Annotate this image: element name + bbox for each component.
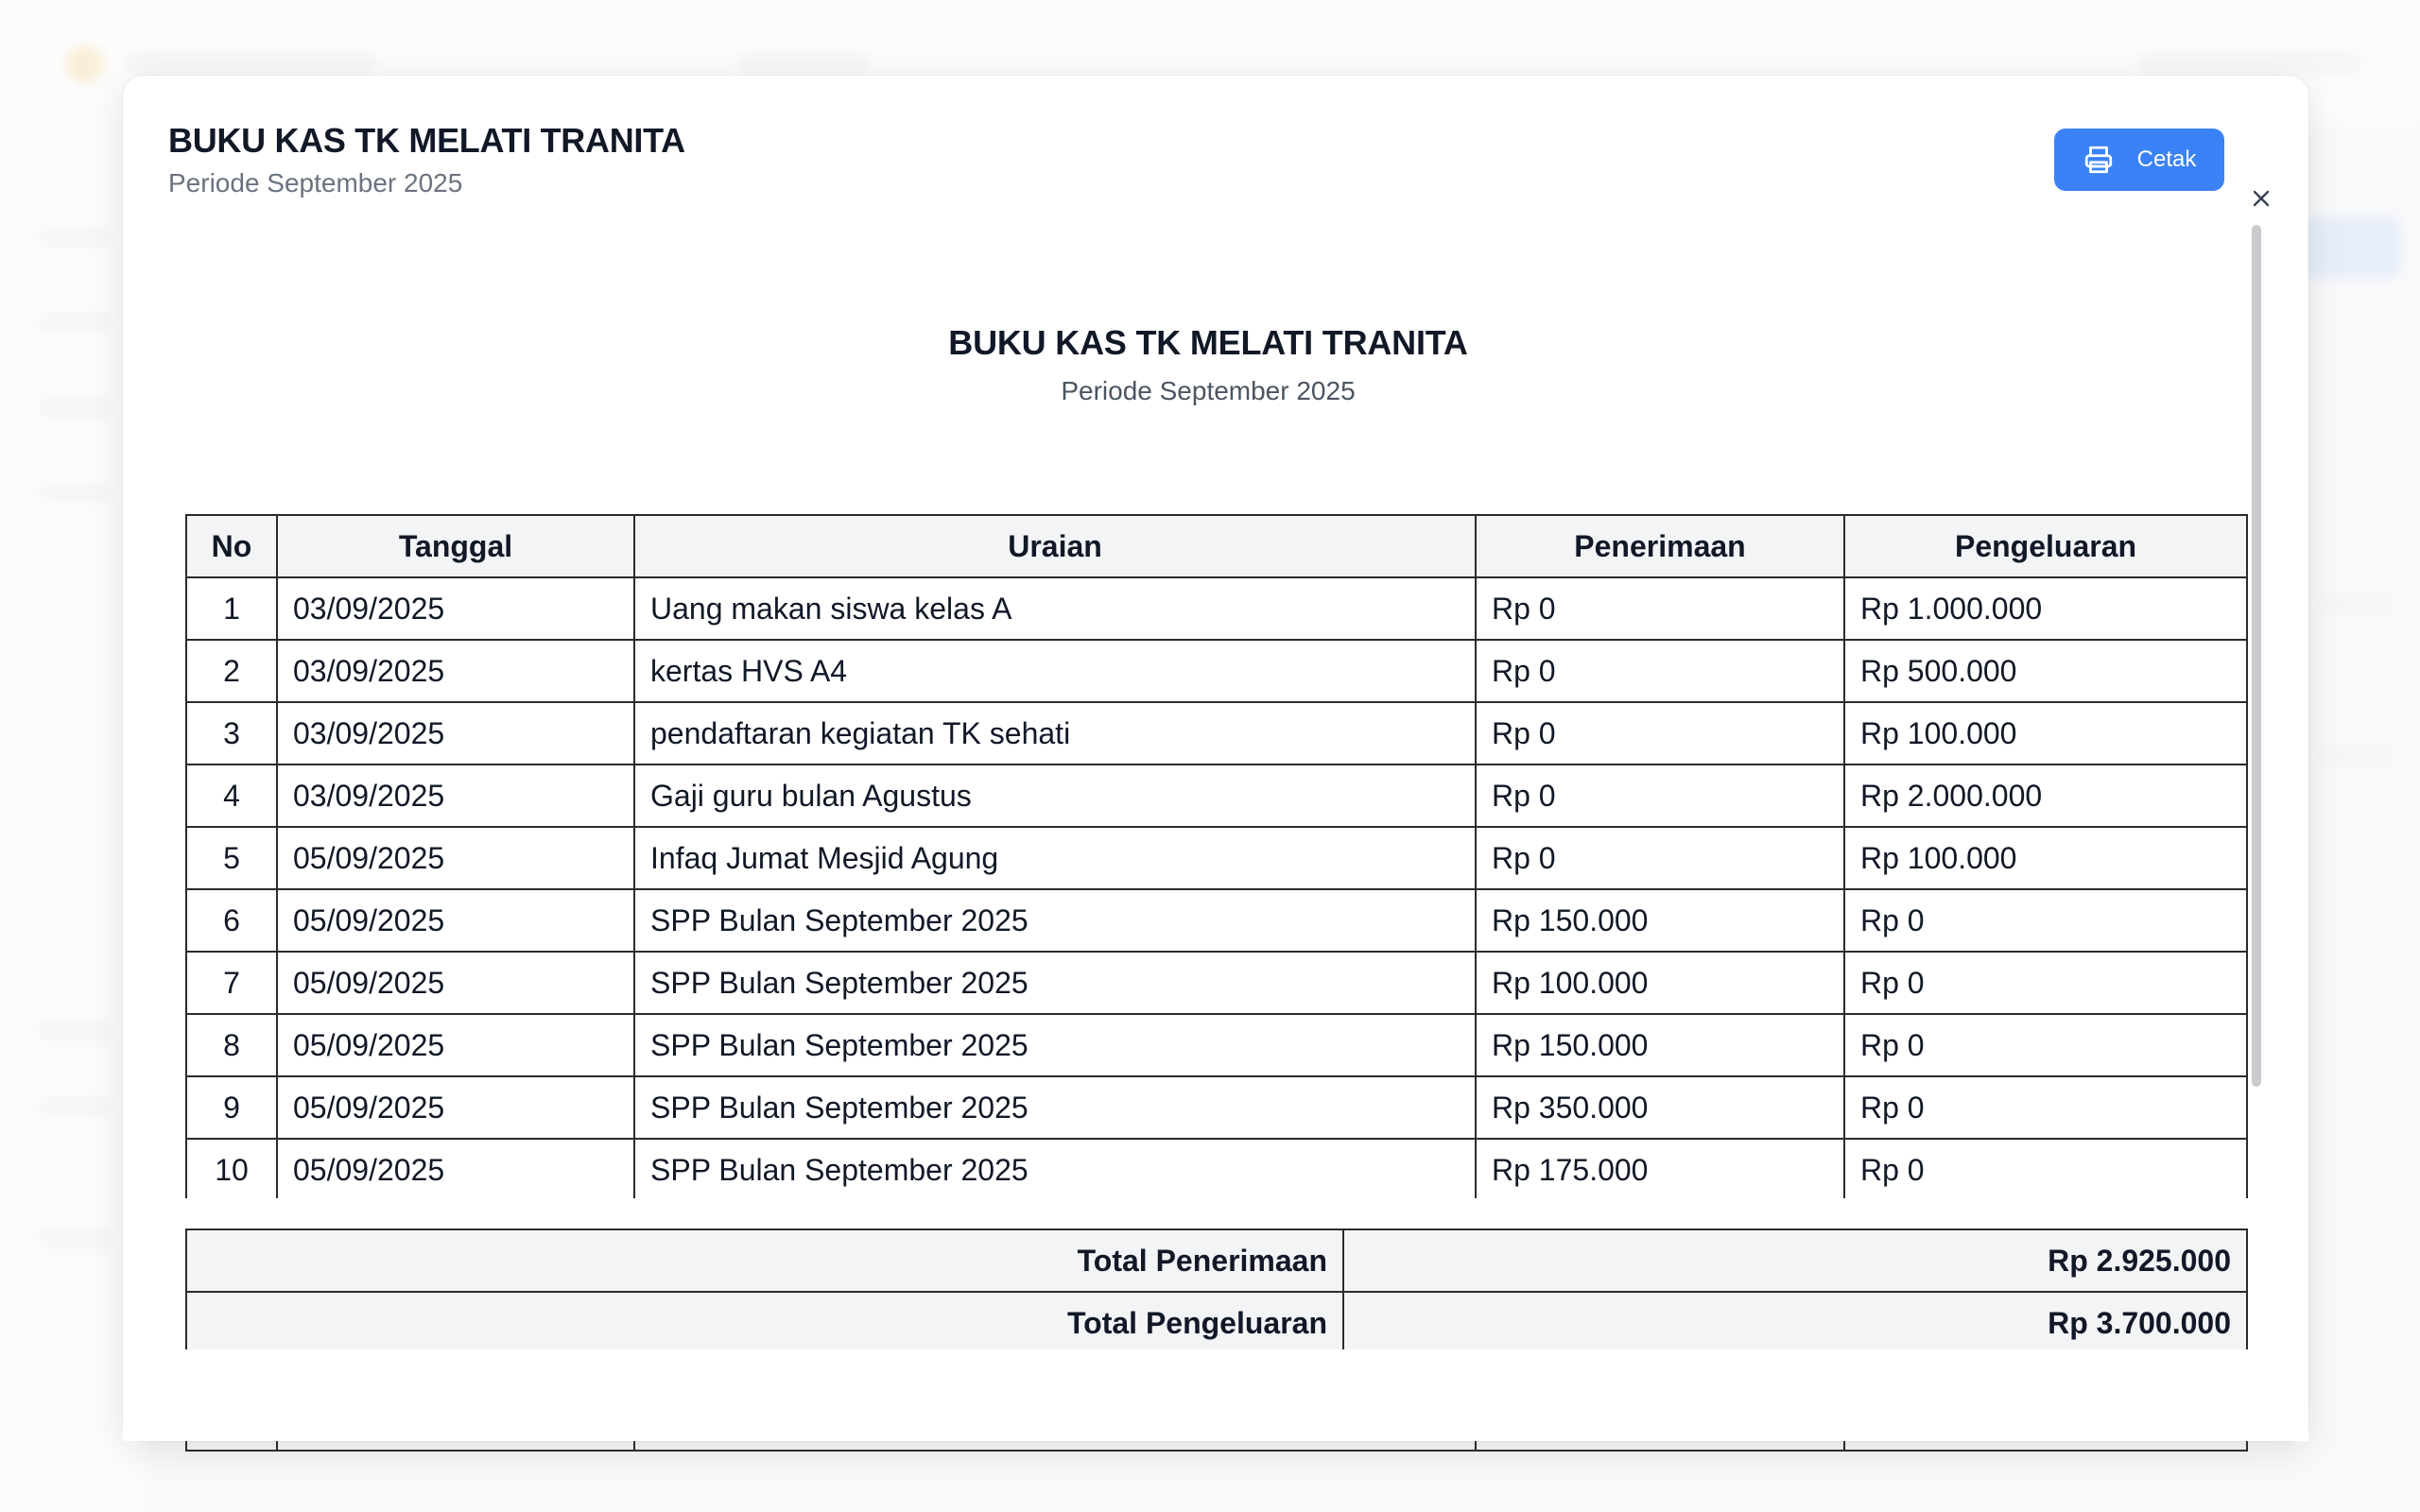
cell-description: Infaq Jumat Mesjid Agung bbox=[634, 827, 1476, 889]
cell-date: 05/09/2025 bbox=[277, 1076, 634, 1139]
cell-description: SPP Bulan September 2025 bbox=[634, 1139, 1476, 1201]
scrollbar[interactable] bbox=[2252, 225, 2261, 1087]
column-header-date: Tanggal bbox=[277, 515, 634, 577]
cell-expense: Rp 1.000.000 bbox=[1844, 577, 2247, 640]
table-row bbox=[186, 765, 2247, 827]
cell-date: 03/09/2025 bbox=[277, 702, 634, 765]
cell-no: 8 bbox=[186, 1014, 277, 1076]
table-row bbox=[186, 577, 2247, 640]
table-row bbox=[186, 952, 2247, 1014]
print-button[interactable] bbox=[2054, 129, 2224, 191]
cell-expense: Rp 500.000 bbox=[1844, 640, 2247, 702]
cell-no: 4 bbox=[186, 765, 277, 827]
cell-description: SPP Bulan September 2025 bbox=[634, 889, 1476, 952]
cell-expense: Rp 0 bbox=[1844, 889, 2247, 952]
printer-icon bbox=[2083, 144, 2115, 176]
column-header-no: No bbox=[186, 515, 277, 577]
cell-expense: Rp 0 bbox=[1844, 1139, 2247, 1201]
totals-table bbox=[185, 1228, 2248, 1355]
total-expense-value: Rp 3.700.000 bbox=[1343, 1292, 2247, 1354]
column-header-description: Uraian bbox=[634, 515, 1476, 577]
table-row bbox=[186, 827, 2247, 889]
cell-no: 2 bbox=[186, 640, 277, 702]
total-income-value: Rp 2.925.000 bbox=[1343, 1229, 2247, 1292]
cell-income: Rp 0 bbox=[1476, 577, 1844, 640]
table-row bbox=[186, 1139, 2247, 1201]
report-header bbox=[168, 225, 2248, 406]
cell-income: Rp 150.000 bbox=[1476, 1014, 1844, 1076]
cell-date: 03/09/2025 bbox=[277, 577, 634, 640]
cell-date: 05/09/2025 bbox=[277, 889, 634, 952]
cell-no: 6 bbox=[186, 889, 277, 952]
cell-no: 9 bbox=[186, 1076, 277, 1139]
table-row bbox=[186, 1014, 2247, 1076]
modal-footer-mask bbox=[123, 1349, 2308, 1441]
column-header-income: Penerimaan bbox=[1476, 515, 1844, 577]
cell-expense: Rp 0 bbox=[1844, 952, 2247, 1014]
cell-expense: Rp 100.000 bbox=[1844, 702, 2247, 765]
table-row bbox=[186, 889, 2247, 952]
table-row bbox=[186, 1076, 2247, 1139]
cell-description: SPP Bulan September 2025 bbox=[634, 952, 1476, 1014]
cell-description: pendaftaran kegiatan TK sehati bbox=[634, 702, 1476, 765]
cell-date: 05/09/2025 bbox=[277, 1014, 634, 1076]
cell-income: Rp 100.000 bbox=[1476, 952, 1844, 1014]
modal-header bbox=[168, 121, 685, 198]
cell-expense: Rp 0 bbox=[1844, 1076, 2247, 1139]
cell-description: Gaji guru bulan Agustus bbox=[634, 765, 1476, 827]
modal-subtitle: Periode September 2025 bbox=[168, 168, 463, 198]
cell-income: Rp 350.000 bbox=[1476, 1076, 1844, 1139]
report-title: BUKU KAS TK MELATI TRANITA bbox=[948, 323, 1468, 362]
cell-no: 1 bbox=[186, 577, 277, 640]
cell-description: kertas HVS A4 bbox=[634, 640, 1476, 702]
cell-income: Rp 0 bbox=[1476, 827, 1844, 889]
total-expense-label: Total Pengeluaran bbox=[186, 1292, 1343, 1354]
cell-date: 05/09/2025 bbox=[277, 952, 634, 1014]
cell-description: SPP Bulan September 2025 bbox=[634, 1076, 1476, 1139]
column-header-expense: Pengeluaran bbox=[1844, 515, 2247, 577]
cash-book-modal bbox=[123, 76, 2308, 1441]
cell-no: 3 bbox=[186, 702, 277, 765]
cell-expense: Rp 2.000.000 bbox=[1844, 765, 2247, 827]
cell-date: 05/09/2025 bbox=[277, 827, 634, 889]
cell-no: 7 bbox=[186, 952, 277, 1014]
cell-expense: Rp 0 bbox=[1844, 1014, 2247, 1076]
report-subtitle: Periode September 2025 bbox=[1061, 376, 1356, 405]
cell-income: Rp 0 bbox=[1476, 640, 1844, 702]
cell-date: 05/09/2025 bbox=[277, 1139, 634, 1201]
report-scroll-area[interactable] bbox=[168, 225, 2248, 1349]
cell-description: SPP Bulan September 2025 bbox=[634, 1014, 1476, 1076]
cell-income: Rp 150.000 bbox=[1476, 889, 1844, 952]
total-income-label: Total Penerimaan bbox=[186, 1229, 1343, 1292]
cell-date: 03/09/2025 bbox=[277, 765, 634, 827]
cell-date: 03/09/2025 bbox=[277, 640, 634, 702]
cell-income: Rp 0 bbox=[1476, 765, 1844, 827]
totals-row bbox=[186, 1292, 2247, 1354]
totals-row bbox=[186, 1229, 2247, 1292]
cell-expense: Rp 100.000 bbox=[1844, 827, 2247, 889]
close-icon bbox=[2250, 187, 2273, 210]
modal-title: BUKU KAS TK MELATI TRANITA bbox=[168, 121, 685, 160]
print-button-label: Cetak bbox=[2136, 146, 2197, 172]
table-row bbox=[186, 640, 2247, 702]
table-row bbox=[186, 702, 2247, 765]
cell-income: Rp 175.000 bbox=[1476, 1139, 1844, 1201]
close-button[interactable] bbox=[2240, 178, 2282, 219]
cell-no: 10 bbox=[186, 1139, 277, 1201]
cell-income: Rp 0 bbox=[1476, 702, 1844, 765]
table-header-row bbox=[186, 515, 2247, 577]
cell-no: 5 bbox=[186, 827, 277, 889]
cell-description: Uang makan siswa kelas A bbox=[634, 577, 1476, 640]
